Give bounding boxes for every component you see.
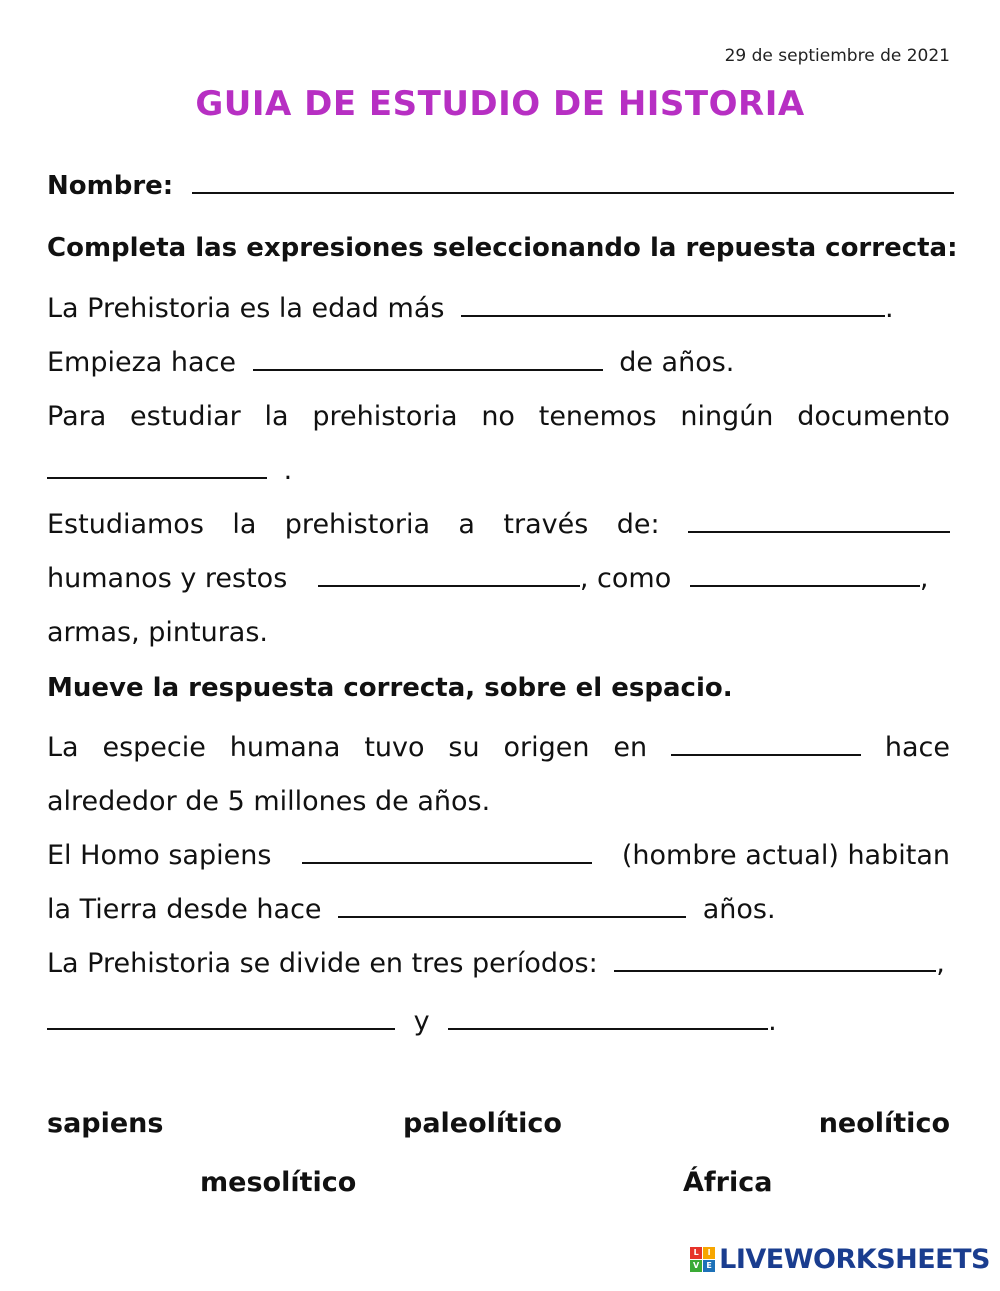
q3-word: la [264, 401, 289, 432]
section2-instruction: Mueve la respuesta correcta, sobre el espacio. [47, 673, 733, 703]
q5-blank[interactable] [671, 730, 861, 756]
q7-blank-1[interactable] [614, 946, 936, 972]
name-blank[interactable] [192, 168, 954, 194]
logo-letter: I [703, 1247, 715, 1259]
q4-word: través [503, 509, 589, 540]
question-7 [47, 946, 950, 982]
q4-word: Estudiamos [47, 509, 204, 540]
question-3-continued [47, 453, 950, 489]
q4b-end: , [919, 563, 929, 594]
q2-end: de años. [619, 347, 735, 378]
q3-word: ningún [680, 401, 774, 432]
question-4 [47, 507, 950, 543]
question-4-continued [47, 561, 950, 597]
q4b-start: humanos y restos [47, 563, 288, 594]
q4-word: la [232, 509, 257, 540]
logo-letter: E [703, 1260, 715, 1272]
question-2 [47, 345, 950, 381]
logo-letter: L [690, 1247, 702, 1259]
q6b-start: la Tierra desde hace [47, 894, 322, 925]
q7-start: La Prehistoria se divide en tres períodos: [47, 948, 598, 979]
q5-word: en [613, 732, 648, 763]
word-bank-mesolitico[interactable]: mesolítico [200, 1167, 357, 1198]
word-bank-neolitico[interactable]: neolítico [818, 1108, 950, 1139]
logo-icon [690, 1247, 715, 1272]
question-1 [47, 291, 950, 327]
q5-word: su [448, 732, 480, 763]
q4-word: prehistoria [284, 509, 430, 540]
q6-blank-1[interactable] [302, 838, 592, 864]
q6-end: (hombre actual) habitan [621, 840, 950, 871]
q7b-end: . [768, 1006, 777, 1037]
q3-word: estudiar [130, 401, 241, 432]
q2-blank[interactable] [253, 345, 603, 371]
q4b-mid: , como [579, 563, 672, 594]
q4-blank-3[interactable] [690, 561, 920, 587]
logo-text: LIVEWORKSHEETS [719, 1244, 990, 1275]
word-bank-sapiens[interactable]: sapiens [47, 1108, 164, 1139]
q5-word: especie [102, 732, 206, 763]
word-bank-africa[interactable]: África [683, 1167, 773, 1198]
q7-blank-3[interactable] [448, 1004, 768, 1030]
q7b-mid: y [413, 1006, 430, 1037]
q3-word: documento [797, 401, 950, 432]
q4-word: a [458, 509, 475, 540]
q5-word: origen [503, 732, 590, 763]
q6b-end: años. [702, 894, 776, 925]
logo-letter: V [690, 1260, 702, 1272]
q5-word: La [47, 732, 79, 763]
section1-instruction: Completa las expresiones seleccionando la repuesta correcta: [47, 233, 958, 263]
question-4-final: armas, pinturas. [47, 617, 268, 648]
q6-start: El Homo sapiens [47, 840, 272, 871]
q3-word: prehistoria [312, 401, 458, 432]
question-6 [47, 838, 950, 874]
page-title: GUIA DE ESTUDIO DE HISTORIA [195, 84, 805, 124]
q7-blank-2[interactable] [47, 1004, 395, 1030]
q3-word: no [481, 401, 515, 432]
question-7-continued [47, 1004, 950, 1040]
q3-word: tenemos [538, 401, 657, 432]
q5-after: hace [884, 732, 950, 763]
document-date: 29 de septiembre de 2021 [724, 46, 950, 66]
q2-text: Empieza hace [47, 347, 237, 378]
q1-end: . [885, 293, 894, 324]
liveworksheets-logo [690, 1244, 990, 1275]
q4-blank-2[interactable] [318, 561, 580, 587]
q7-end: , [936, 948, 945, 979]
question-3 [47, 399, 950, 435]
q4-word: de: [616, 509, 660, 540]
q3-word: Para [47, 401, 107, 432]
q3-end: . [283, 455, 293, 486]
word-bank-paleolitico[interactable]: paleolítico [403, 1108, 562, 1139]
question-6-continued [47, 892, 950, 928]
q1-text: La Prehistoria es la edad más [47, 293, 445, 324]
question-5-continued: alrededor de 5 millones de años. [47, 786, 491, 817]
q6-blank-2[interactable] [338, 892, 686, 918]
q1-blank[interactable] [461, 291, 885, 317]
q5-word: humana [229, 732, 341, 763]
q5-word: tuvo [364, 732, 425, 763]
q3-blank[interactable] [47, 453, 267, 479]
name-row [47, 168, 950, 204]
q4-blank-1[interactable] [688, 507, 950, 533]
name-label: Nombre: [47, 171, 174, 201]
question-5 [47, 730, 950, 766]
